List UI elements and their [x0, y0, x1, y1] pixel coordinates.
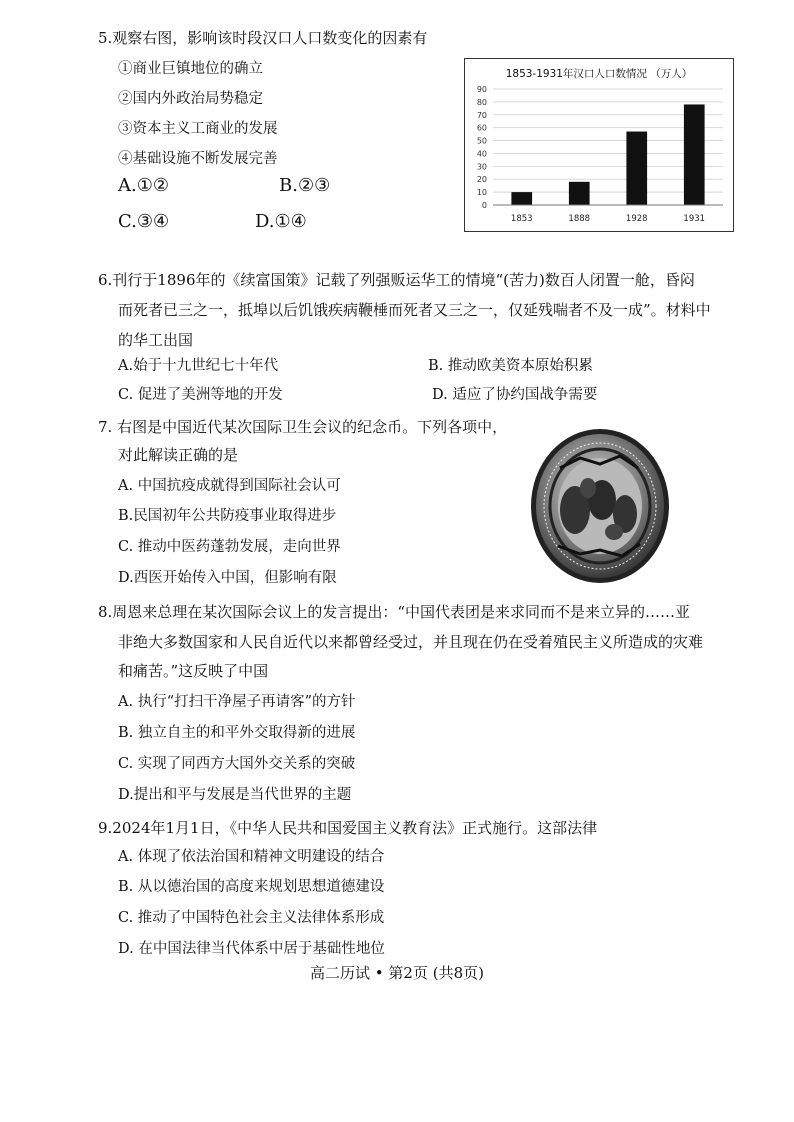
q5-item-1: ①商业巨镇地位的确立 [118, 61, 263, 77]
chart-y-tick-label: 80 [476, 97, 487, 107]
q5-option-c: C.③④ [118, 211, 170, 232]
chart-y-tick-label: 50 [476, 136, 487, 146]
population-bar-chart [464, 58, 734, 232]
q6-option-a: A.始于十九世纪七十年代 [118, 358, 279, 374]
chart-y-tick-label: 10 [476, 188, 487, 198]
q7-option-b: B.民国初年公共防疫事业取得进步 [118, 508, 337, 524]
q8-option-d: D.提出和平与发展是当代世界的主题 [118, 787, 352, 803]
chart-x-tick-label: 1888 [568, 214, 591, 224]
q7-option-c: C. 推动中医药蓬勃发展，走向世界 [118, 539, 341, 555]
q8-option-c: C. 实现了同西方大国外交关系的突破 [118, 756, 356, 772]
q9-option-c: C. 推动了中国特色社会主义法律体系形成 [118, 910, 385, 926]
q8-option-b: B. 独立自主的和平外交取得新的进展 [118, 725, 356, 741]
q5-option-a: A.①② [118, 175, 169, 196]
chart-title: 1853-1931年汉口人口数情况 （万人） [505, 68, 693, 80]
chart-bar [569, 182, 590, 205]
chart-y-tick-label: 90 [476, 85, 487, 94]
q9-option-b: B. 从以德治国的高度来规划思想道德建设 [118, 879, 385, 895]
q7-option-d: D.西医开始传入中国，但影响有限 [118, 570, 337, 586]
chart-y-tick-label: 70 [476, 110, 487, 120]
q9-option-a: A. 体现了依法治国和精神文明建设的结合 [118, 849, 385, 865]
q6-stem-line-3: 的华工出国 [118, 331, 194, 349]
chart-bar [626, 132, 647, 205]
chart-y-tick-label: 40 [476, 149, 487, 159]
page-footer: 高二历试 • 第2页 (共8页) [310, 964, 484, 982]
q8-option-a: A. 执行“打扫干净屋子再请客”的方针 [118, 694, 356, 710]
q6-stem-line-2: 而死者已三之一，抵埠以后饥饿疾病鞭棰而死者又三之一，仅延残喘者不及一成”。材料中 [118, 301, 711, 319]
chart-bar [684, 104, 705, 205]
q5-item-3: ③资本主义工商业的发展 [118, 121, 278, 137]
commemorative-coin-icon [530, 428, 670, 584]
chart-x-tick-label: 1853 [510, 214, 533, 224]
q5-stem: 5.观察右图，影响该时段汉口人口数变化的因素有 [98, 29, 428, 47]
q5-option-b: B.②③ [279, 175, 331, 196]
q9-stem: 9.2024年1月1日，《中华人民共和国爱国主义教育法》正式施行。这部法律 [98, 819, 598, 837]
q8-stem-line-3: 和痛苦。”这反映了中国 [118, 662, 269, 680]
q9-option-d: D. 在中国法律当代体系中居于基础性地位 [118, 941, 385, 957]
chart-y-tick-label: 60 [476, 123, 487, 133]
chart-x-tick-label: 1928 [625, 214, 648, 224]
q5-item-4: ④基础设施不断发展完善 [118, 151, 278, 167]
q7-stem-line-1: 7. 右图是中国近代某次国际卫生会议的纪念币。下列各项中， [98, 418, 508, 436]
q5-item-2: ②国内外政治局势稳定 [118, 91, 263, 107]
q8-stem-line-1: 8.周恩来总理在某次国际会议上的发言提出：“中国代表团是来求同而不是来立异的……亚 [98, 603, 690, 621]
q8-stem-line-2: 非绝大多数国家和人民自近代以来都曾经受过，并且现在仍在受着殖民主义所造成的灾难 [118, 633, 704, 651]
chart-y-tick-label: 20 [476, 175, 487, 185]
chart-x-tick-label: 1931 [683, 214, 706, 224]
q6-stem-line-1: 6.刊行于1896年的《续富国策》记载了列强贩运华工的情境“(苦力)数百人闭置一舱，昏闷 [98, 271, 695, 289]
chart-canvas [465, 59, 733, 231]
q6-option-b: B. 推动欧美资本原始积累 [428, 358, 593, 374]
q6-option-c: C. 促进了美洲等地的开发 [118, 387, 283, 403]
chart-y-tick-label: 30 [476, 162, 487, 172]
q5-option-d: D.①④ [255, 211, 307, 232]
chart-bar [511, 192, 532, 205]
q7-stem-line-2: 对此解读正确的是 [118, 446, 239, 464]
q7-option-a: A. 中国抗疫成就得到国际社会认可 [118, 478, 341, 494]
q6-option-d: D. 适应了协约国战争需要 [432, 387, 598, 403]
chart-y-tick-label: 0 [481, 201, 487, 210]
